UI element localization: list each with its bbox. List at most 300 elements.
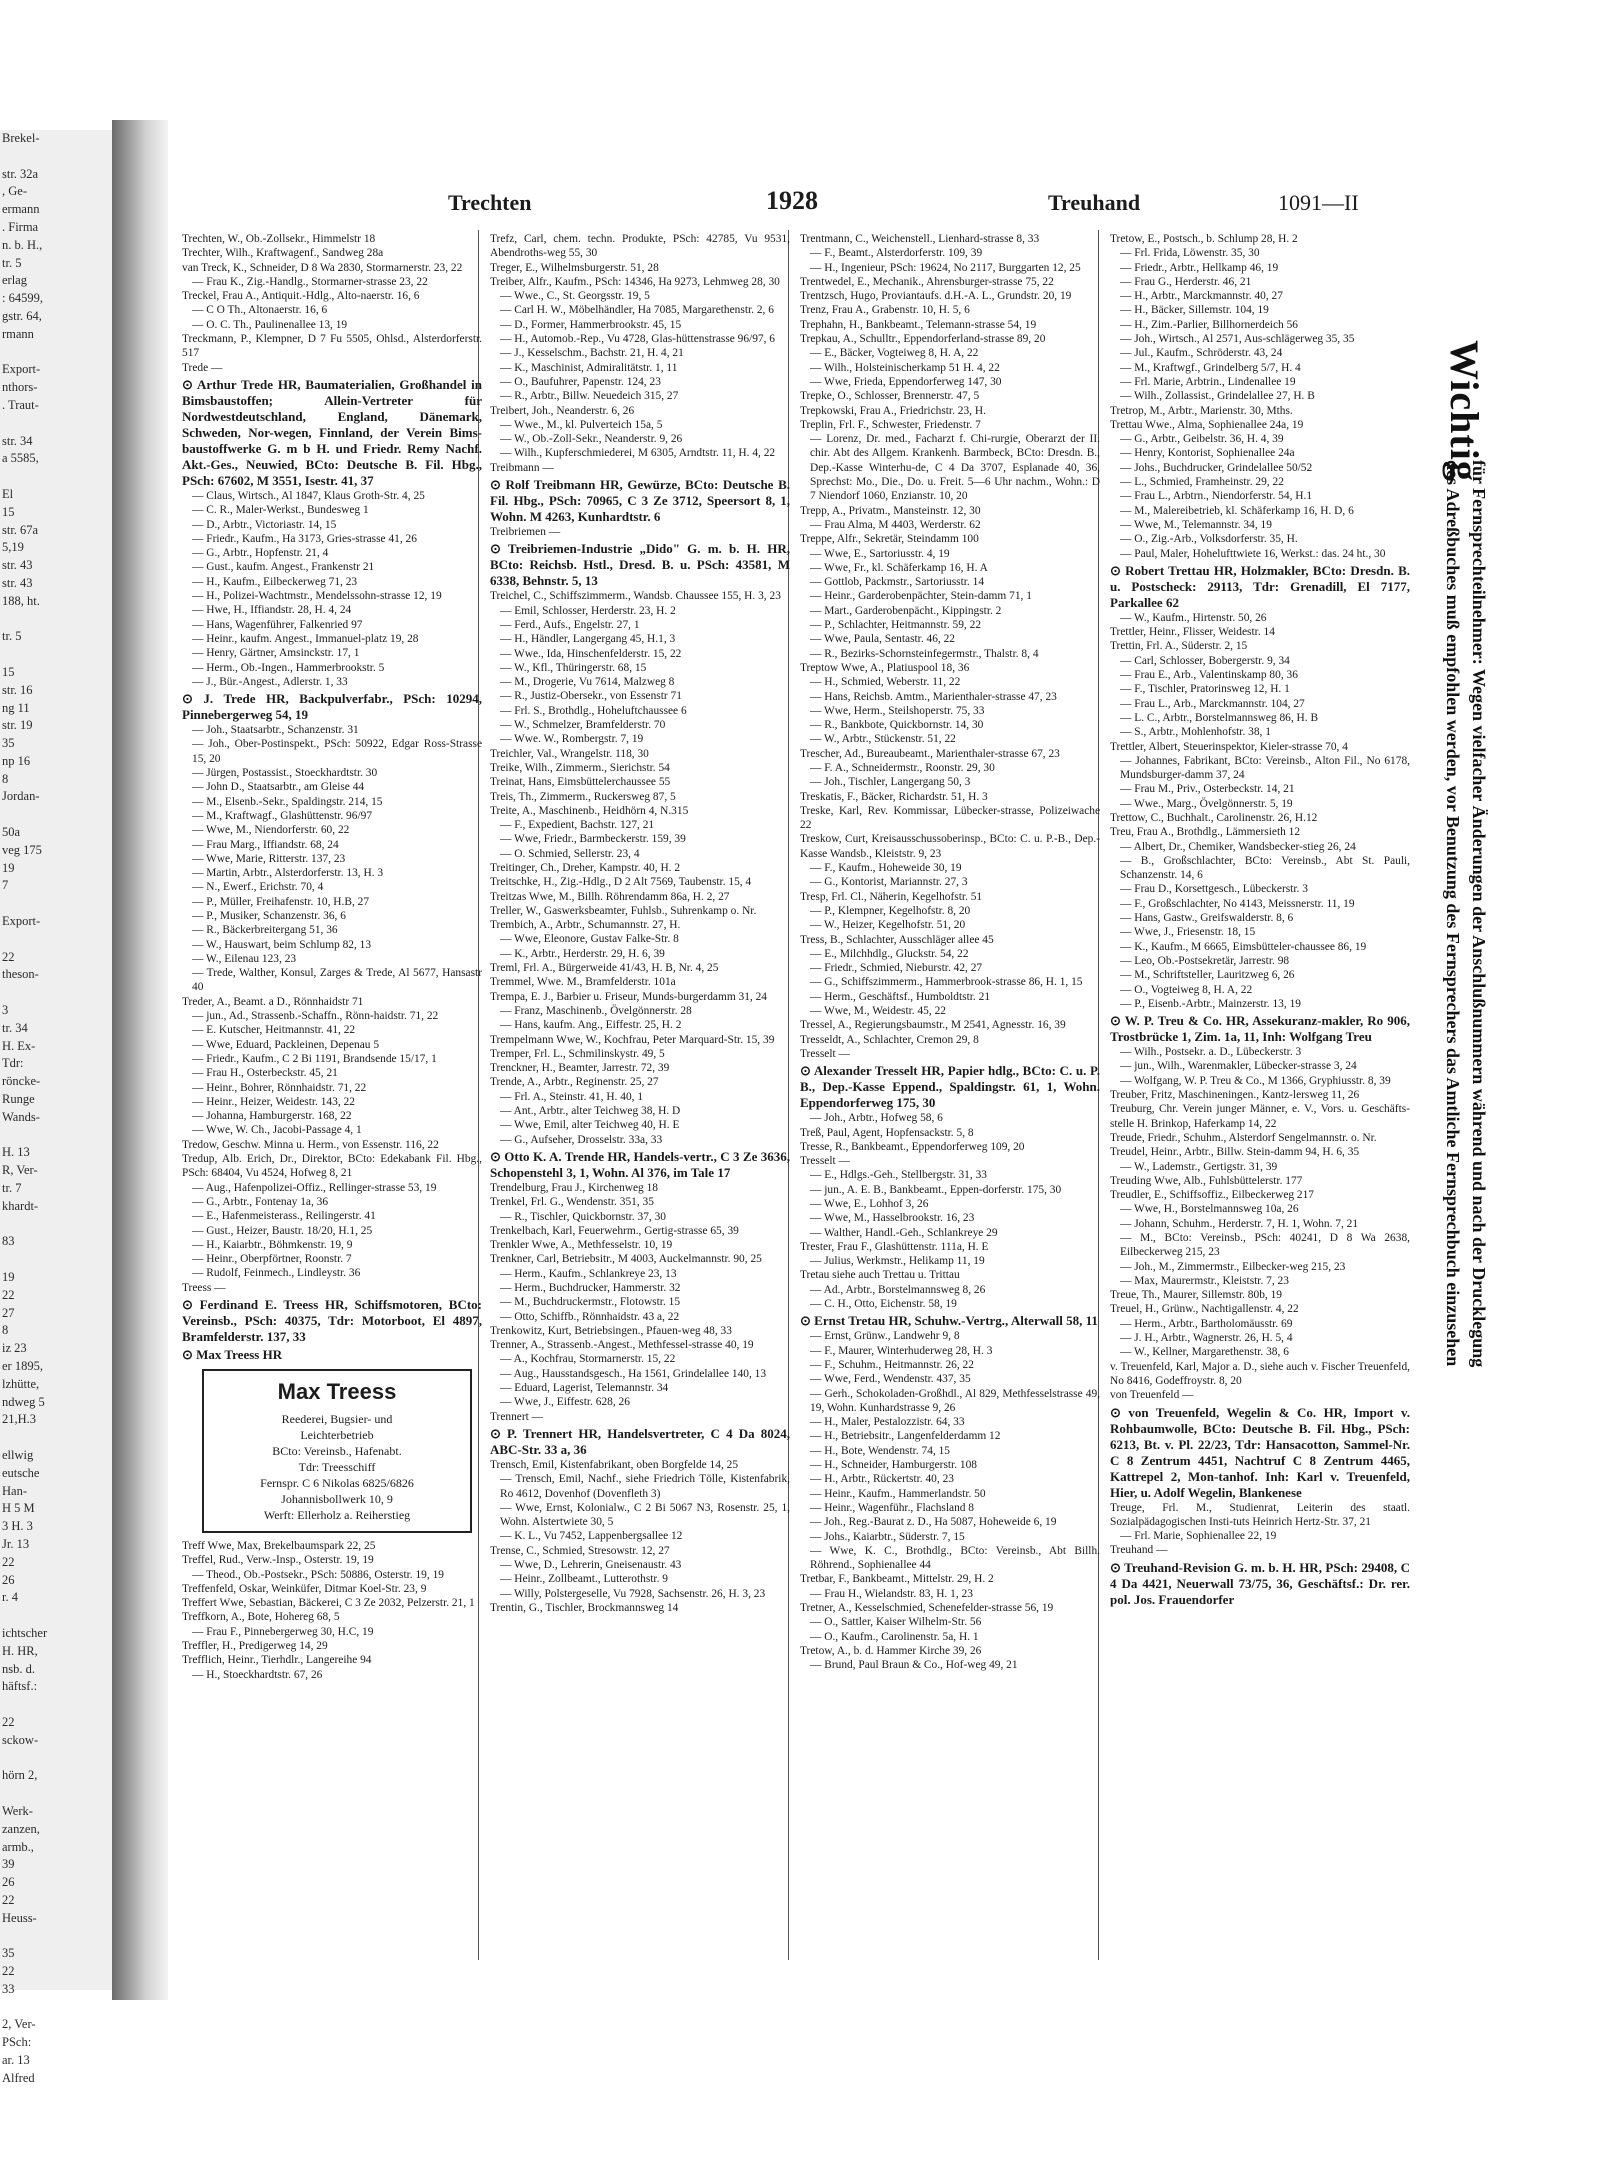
directory-entry: — Joh., Arbtr., Hofweg 58, 6 (810, 1112, 943, 1125)
adjacent-page-fragment: er 1895, (2, 1358, 43, 1373)
directory-entry: — W., Eilenau 123, 23 (192, 952, 297, 965)
firm-entry: ⊙ Robert Trettau HR, Holzmakler, BCto: Dresdn. B. u. Postscheck: 29113, Tdr: Grenadill, El 7177, Parkallee 62 (1110, 562, 1410, 610)
directory-entry: — L. C., Arbtr., Borstelmannsweg 86, H. B (1120, 711, 1319, 724)
directory-entry: — Joh., Wirtsch., Al 2571, Aus-schlägerweg 35, 35 (1120, 333, 1355, 346)
directory-entry: — C. H., Otto, Eichenstr. 58, 19 (810, 1298, 957, 1311)
directory-entry: — Heinr., Oberpförtner, Roonstr. 7 (192, 1253, 352, 1266)
directory-entry: Treiber, Alfr., Kaufm., PSch: 14346, Ha 9273, Lehmweg 28, 30 (490, 275, 780, 288)
directory-entry: — Brund, Paul Braun & Co., Hof-weg 49, 21 (810, 1659, 1018, 1672)
directory-entry: — M., Buchdruckermstr., Flotowstr. 15 (500, 1296, 681, 1309)
directory-entry: Trensch, Emil, Kistenfabrikant, oben Borgfelde 14, 25 (490, 1458, 739, 1471)
directory-entry: — Otto, Schiffb., Rönnhaidstr. 43 a, 22 (500, 1310, 680, 1323)
directory-entry: — Frau G., Herderstr. 46, 21 (1120, 275, 1252, 288)
adjacent-page-fragment: Brekel- (2, 131, 40, 145)
directory-entry: von Treuenfeld — (1110, 1389, 1194, 1402)
directory-entry: Treuding Wwe, Alb., Fuhlsbüttelerstr. 177 (1110, 1174, 1303, 1187)
header-last-entry: Treuhand (1048, 190, 1141, 215)
directory-entry: — F., Expedient, Bachstr. 127, 21 (500, 819, 655, 832)
directory-entry: Tresselt — (800, 1155, 850, 1168)
directory-entry: — S., Arbtr., Mohlenhofstr. 38, 1 (1120, 726, 1271, 739)
directory-entry: — Wwe, Fr., kl. Schäferkamp 16, H. A (810, 561, 988, 574)
directory-entry: — Gottlob, Packmstr., Sartoriusstr. 14 (810, 576, 985, 589)
ad-line: Johannisbollwerk 10, 9 (281, 1492, 393, 1506)
directory-entry: Tressel, A., Regierungsbaumstr., M 2541, Agnesstr. 16, 39 (800, 1019, 1066, 1032)
directory-entry: — R., Bäckerbreitergang 51, 36 (192, 924, 338, 937)
directory-entry: — K., Kaufm., M 6665, Eimsbütteler-chaussee 86, 19 (1120, 940, 1367, 953)
directory-entry: Trephahn, H., Bankbeamt., Telemann-strasse 54, 19 (800, 318, 1037, 331)
directory-entry: — M., Kraftwagf., Glashüttenstr. 96/97 (192, 809, 373, 822)
adjacent-page-fragment: 22 (2, 1554, 15, 1569)
adjacent-page-fragment: tr. 7 (2, 1181, 22, 1196)
directory-entry: — G., Kontorist, Mariannstr. 27, 3 (810, 876, 968, 889)
directory-entry: Treuber, Fritz, Maschineningen., Kantz-lersweg 11, 26 (1110, 1089, 1360, 1102)
directory-entry: Trettow, C., Buchhalt., Carolinenstr. 26, H.12 (1110, 811, 1318, 824)
directory-entry: — N., Ewerf., Erichstr. 70, 4 (192, 881, 324, 894)
directory-entry: — K. L., Vu 7452, Lappenbergsallee 12 (500, 1530, 683, 1543)
directory-entry: Trenkler Wwe, A., Methfesselstr. 10, 19 (490, 1239, 673, 1252)
adjacent-page-fragment: hörn 2, (2, 1768, 38, 1783)
directory-entry: — Frl. Marie, Arbtrin., Lindenallee 19 (1120, 375, 1296, 388)
directory-entry: — Albert, Dr., Chemiker, Wandsbecker-stieg 26, 24 (1120, 840, 1356, 853)
directory-entry: — G., Arbtr., Fontenay 1a, 36 (192, 1195, 329, 1208)
directory-entry: Trester, Frau F., Glashüttenstr. 111a, H. E (800, 1240, 989, 1253)
directory-entry: — O., Sattler, Kaiser Wilhelm-Str. 56 (810, 1616, 982, 1629)
directory-entry: — Wwe, Eduard, Packleinen, Depenau 5 (192, 1038, 380, 1051)
adjacent-page-fragment: PSch: (2, 2035, 32, 2050)
directory-entry: Trenz, Frau A., Grabenstr. 10, H. 5, 6 (800, 304, 970, 317)
directory-entry: — R., Justiz-Obersekr., von Essenstr 71 (500, 690, 682, 703)
directory-entry: — Joh., Ober-Postinspekt., PSch: 50922, Edgar Ross-Strasse 15, 20 (192, 738, 482, 765)
adjacent-page-fragment: gstr. 64, (2, 308, 42, 323)
directory-entry: — B., Großschlachter, BCto: Vereinsb., Abt St. Pauli, Schanzenstr. 14, 6 (1120, 854, 1410, 882)
firm-entry: ⊙ Alexander Tresselt HR, Papier hdlg., BCto: C. u. P. B., Dep.-Kasse Eppend., Spaldingstr. 61, 1, Wohn. Eppendorferweg 175, 30 (800, 1063, 1100, 1111)
directory-entry: — Wwe., Ida, Hinschenfelderstr. 15, 22 (500, 647, 682, 660)
directory-entry: Treis, Th., Zimmerm., Ruckersweg 87, 5 (490, 790, 676, 803)
adjacent-page-fragment: Jr. 13 (2, 1536, 30, 1551)
directory-entry: Trentzsch, Hugo, Proviantaufs. d.H.-A. L., Grundstr. 20, 19 (800, 290, 1072, 303)
adjacent-page-fragment: theson- (2, 967, 39, 982)
directory-entry: Treplin, Frl. F., Schwester, Friedenstr. 7 (800, 418, 981, 431)
directory-entry: Treß, Paul, Agent, Hopfensackstr. 5, 8 (800, 1126, 974, 1139)
adjacent-page-fragment: n. b. H., (2, 237, 43, 252)
ad-line: Werft: Ellerholz a. Reiherstieg (263, 1508, 411, 1522)
adjacent-page-fragment: str. 16 (2, 682, 33, 697)
directory-entry: Treudel, Heinr., Arbtr., Billw. Stein-damm 94, H. 6, 35 (1110, 1146, 1360, 1159)
directory-entry: — Frau L., Arb., Marckmannstr. 104, 27 (1120, 697, 1305, 710)
adjacent-page-fragment: 26 (2, 1875, 15, 1890)
directory-entry: — F., Kaufm., Hoheweide 30, 19 (810, 862, 962, 875)
directory-entry: — O., Baufuhrer, Papenstr. 124, 23 (500, 375, 661, 388)
adjacent-page-fragment: Wands- (2, 1109, 40, 1124)
directory-entry: — Mart., Garderobenpächt., Kippingstr. 2 (810, 604, 1002, 617)
adjacent-page-fragment: ichtscher (2, 1625, 48, 1640)
adjacent-page-fragment (0, 895, 112, 913)
directory-entry: — F., Großschlachter, No 4143, Meissnerstr. 11, 19 (1120, 897, 1355, 910)
directory-entry: Treite, A., Maschinenb., Heidhörn 4, N.315 (490, 804, 689, 817)
directory-entry: — D., Arbtr., Victoriastr. 14, 15 (192, 518, 337, 531)
ad-title: Max Treess (277, 1379, 397, 1404)
directory-entry: — H., Stoeckhardtstr. 67, 26 (192, 1668, 323, 1681)
directory-entry: Treller, W., Gaswerksbeamter, Fuhlsb., Suhrenkamp o. Nr. (490, 904, 757, 917)
adjacent-page-fragment: Jordan- (2, 789, 40, 804)
directory-entry: — Wwe, Marie, Ritterstr. 137, 23 (192, 852, 346, 865)
adjacent-page-fragment: ermann (2, 202, 40, 217)
directory-entry: — Friedr., Kaufm., Ha 3173, Gries-strasse 41, 26 (192, 532, 417, 545)
directory-entry: — Wwe., C., St. Georgsstr. 19, 5 (500, 290, 650, 303)
directory-entry: — Frau H., Osterbeckstr. 45, 21 (192, 1067, 338, 1080)
directory-entry: — Wwe, Eleonore, Gustav Falke-Str. 8 (500, 933, 679, 946)
directory-entry: — R., Bankbote, Quickbornstr. 14, 30 (810, 719, 984, 732)
adjacent-page-fragment: str. 34 (2, 433, 33, 448)
directory-entry: Tretau siehe auch Trettau u. Trittau (800, 1269, 960, 1282)
directory-entry: Treitinger, Ch., Dreher, Kampstr. 40, H. 2 (490, 861, 681, 874)
directory-entry: Tress, B., Schlachter, Ausschläger allee 45 (800, 933, 994, 946)
directory-entry: — G., Arbtr., Hopfenstr. 21, 4 (192, 547, 329, 560)
directory-entry: Trettin, Frl. A., Süderstr. 2, 15 (1110, 640, 1248, 653)
adjacent-page-fragment: 35 (2, 1946, 15, 1961)
directory-entry: — Wwe, Emil, alter Teichweg 40, H. E (500, 1119, 680, 1132)
directory-entry: Treckmann, P., Klempner, D 7 Fu 5505, Ohlsd., Alsterdorferstr. 517 (182, 333, 482, 360)
adjacent-page-fragment: 19 (2, 860, 15, 875)
adjacent-page-fragment: a 5585, (2, 451, 39, 466)
directory-entry: — Jürgen, Postassist., Stoeckhardtstr. 30 (192, 767, 378, 780)
directory-entry: — Wilh., Holsteinischerkamp 51 H. 4, 22 (810, 361, 1000, 374)
adjacent-page-fragment: H. Ex- (2, 1038, 36, 1053)
directory-entry: Trechten, W., Ob.-Zollsekr., Himmelstr 18 (182, 233, 376, 245)
adjacent-page-fragment (0, 468, 112, 486)
directory-entry: Treffert Wwe, Sebastian, Bäckerei, C 3 Ze 2032, Pelzerstr. 21, 1 (182, 1597, 475, 1610)
adjacent-page-fragment: str. 43 (2, 575, 33, 590)
directory-entry: — H., Ingenieur, PSch: 19624, No 2117, Burggarten 12, 25 (810, 261, 1081, 274)
adjacent-page-fragment: veg 175 (2, 842, 42, 857)
directory-entry: — Johanna, Hamburgerstr. 168, 22 (192, 1110, 352, 1123)
directory-entry: — M., BCto: Vereinsb., PSch: 40241, D 8 Wa 2638, Eilbeckerweg 215, 23 (1120, 1232, 1410, 1259)
adjacent-page-fragment: H 5 M (2, 1501, 35, 1516)
directory-entry: — Max, Maurermstr., Kleiststr. 7, 23 (1120, 1274, 1289, 1287)
directory-entry: — H., Arbtr., Marckmannstr. 40, 27 (1120, 290, 1283, 303)
adjacent-page-fragment: H. 13 (2, 1145, 30, 1160)
adjacent-page-fragment: nsb. d. (2, 1661, 35, 1676)
adjacent-page-fragment (0, 1785, 112, 1803)
adjacent-page-fragment: Alfred (2, 2070, 35, 2085)
directory-entry: Trendelburg, Frau J., Kirchenweg 18 (490, 1181, 658, 1194)
adjacent-page-fragment: 3 H. 3 (2, 1519, 33, 1534)
directory-entry: Trentin, G., Tischler, Brockmannsweg 14 (490, 1601, 679, 1614)
adjacent-page-fragment: rmann (2, 326, 34, 341)
directory-entry: — Wwe, D., Lehrerin, Gneisenaustr. 43 (500, 1559, 682, 1572)
directory-entry: Tretrop, M., Arbtr., Marienstr. 30, Mths. (1110, 404, 1293, 417)
directory-entry: Tretow, E., Postsch., b. Schlump 28, H. 2 (1110, 233, 1298, 245)
adjacent-page-fragment: 21,H.3 (2, 1412, 37, 1427)
firm-entry: ⊙ Ferdinand E. Treess HR, Schiffsmotoren, BCto: Vereinsb., PSch: 40375, Tdr: Motorboot, El 4897, Bramfelderstr. 137, 33 (182, 1297, 482, 1344)
directory-entry: — Aug., Hausstandsgesch., Ha 1561, Grindelallee 140, 13 (500, 1367, 767, 1380)
directory-entry: — O., Vogteiweg 8, H. A, 22 (1120, 983, 1253, 996)
firm-entry: ⊙ J. Trede HR, Backpulverfabr., PSch: 10294, Pinnebergerweg 54, 19 (182, 691, 482, 723)
directory-entry: — Trensch, Emil, Nachf., siehe Friedrich Tölle, Kistenfabrik, Ro 4612, Dovenhof (Dovenfleth 3) (500, 1473, 790, 1500)
directory-entry: — Wwe, Ernst, Kolonialw., C 2 Bi 5067 N3, Rosenstr. 25, 1, Wohn. Alstertwiete 30, 5 (500, 1501, 790, 1529)
adjacent-page-fragment: , Ge- (2, 184, 27, 199)
directory-entry: — Theod., Ob.-Postsekr., PSch: 50886, Osterstr. 19, 19 (192, 1568, 444, 1581)
adjacent-page-fragment: tr. 5 (2, 629, 22, 644)
directory-entry: — Frl. S., Brothdlg., Hoheluftchaussee 6 (500, 704, 687, 717)
adjacent-page-fragment (0, 1429, 112, 1447)
page-gutter-shadow (112, 120, 168, 2000)
directory-entry: — Hwe, H., Iffiandstr. 28, H. 4, 24 (192, 604, 352, 617)
directory-entry: — Frl. Frida, Löwenstr. 35, 30 (1120, 247, 1260, 260)
directory-entry: Trembich, A., Arbtr., Schumannstr. 27, H. (490, 919, 681, 932)
directory-entry: Treess — (182, 1281, 226, 1294)
directory-entry: — Wwe, Ferd., Wendenstr. 437, 35 (810, 1373, 971, 1386)
directory-entry: — W., Kellner, Margarethenstr. 38, 6 (1120, 1346, 1289, 1359)
adjacent-page-fragment: lzhütte, (2, 1376, 40, 1391)
directory-entry: — Friedr., Schmied, Nieburstr. 42, 27 (810, 962, 983, 975)
ad-line: BCto: Vereinsb., Hafenabt. (272, 1444, 402, 1458)
directory-entry: Trefflich, Heinr., Tierhdlr., Langereihe 94 (182, 1654, 372, 1667)
directory-entry: Trennert — (490, 1410, 544, 1423)
directory-entry: — Joh., Reg.-Baurat z. D., Ha 5087, Hoheweide 6, 19 (810, 1516, 1057, 1529)
directory-entry: — Friedr., Arbtr., Hellkamp 46, 19 (1120, 261, 1279, 274)
directory-entry: — Hans, Gastw., Greifswalderstr. 8, 6 (1120, 912, 1294, 925)
adjacent-page-fragment (0, 1927, 112, 1945)
adjacent-page-fragment (0, 931, 112, 949)
directory-entry: Trempa, E. J., Barbier u. Friseur, Munds-burgerdamm 31, 24 (490, 990, 768, 1003)
directory-entry: — Ant., Arbtr., alter Teichweg 38, H. D (500, 1105, 681, 1118)
directory-entry: — H., Arbtr., Rückertstr. 40, 23 (810, 1473, 954, 1486)
directory-entry: — Johs., Kaiarbtr., Süderstr. 7, 15 (810, 1530, 965, 1543)
adjacent-page-fragment: röncke- (2, 1074, 41, 1089)
adjacent-page-fragment: Han- (2, 1483, 27, 1498)
directory-entry: — J. H., Arbtr., Wagnerstr. 26, H. 5, 4 (1120, 1332, 1293, 1345)
directory-entry: Tresse, R., Bankbeamt., Eppendorferweg 109, 20 (800, 1140, 1025, 1153)
directory-entry: — E., Bäcker, Vogteiweg 8, H. A, 22 (810, 347, 979, 360)
directory-entry: — M., Drogerie, Vu 7614, Malzweg 8 (500, 676, 675, 689)
directory-entry: — Wwe, M., Telemannstr. 34, 19 (1120, 518, 1272, 531)
directory-entry: — Ernst, Grünw., Landwehr 9, 8 (810, 1330, 960, 1343)
ad-line: Reederei, Bugsier- und (281, 1412, 393, 1426)
adjacent-page-fragment: ellwig (2, 1447, 34, 1462)
adjacent-page-fragment: armb., (2, 1839, 34, 1854)
directory-entry: Trenkner, Carl, Betriebsitr., M 4003, Auckelmannstr. 90, 25 (490, 1253, 762, 1266)
directory-entry: Treuge, Frl. M., Studienrat, Leiterin des staatl. Sozialpädagogischen Insti-tuts Heinrich Hertz-Str. 37, 21 (1110, 1501, 1410, 1528)
directory-entry: — Emil, Schlosser, Herderstr. 23, H. 2 (500, 604, 676, 617)
ad-line: Leichterbetrieb (300, 1428, 374, 1442)
directory-entry: — Wwe., Marg., Övelgönnerstr. 5, 19 (1120, 797, 1293, 810)
directory-entry: — F. A., Schneidermstr., Roonstr. 29, 30 (810, 761, 995, 774)
adjacent-page-fragment: zanzen, (2, 1821, 40, 1836)
adjacent-page-fragment: sckow- (2, 1732, 39, 1747)
directory-entry: Tretow, A., b. d. Hammer Kirche 39, 26 (800, 1644, 982, 1657)
directory-entry: Treude, Friedr., Schuhm., Alsterdorf Sengelmannstr. o. Nr. (1110, 1131, 1377, 1144)
directory-entry: — H., Händler, Langergang 45, H.1, 3 (500, 633, 676, 646)
directory-entry: — M., Kraftwgf., Grindelberg 5/7, H. 4 (1120, 361, 1301, 374)
directory-entry: — Paul, Maler, Hohelufttwiete 16, Werkst.: das. 24 ht., 30 (1120, 547, 1386, 560)
adjacent-page-fragment: Export- (2, 362, 41, 377)
directory-entry: — C. R., Maler-Werkst., Bundesweg 1 (192, 504, 369, 517)
directory-entry: — P., Müller, Freihafenstr. 10, H.B, 27 (192, 895, 370, 908)
directory-entry: — O., Zig.-Arb., Volksdorferstr. 35, H. (1120, 533, 1298, 546)
directory-entry: — Wilh., Zollassist., Grindelallee 27, H. B (1120, 390, 1315, 403)
directory-entry: — K., Arbtr., Herderstr. 29, H. 6, 39 (500, 947, 665, 960)
directory-entry: — W., Kaufm., Hirtenstr. 50, 26 (1120, 611, 1267, 624)
adjacent-page-fragment: 8 (2, 1323, 9, 1338)
adjacent-page-fragment: . Firma (2, 219, 39, 234)
firm-entry: ⊙ W. P. Treu & Co. HR, Assekuranz-makler, Ro 906, Trostbrücke 1, Zim. 1a, 11, Inh: Wolfgang Treu (1110, 1013, 1410, 1045)
adjacent-page-fragment: 7 (2, 878, 9, 893)
directory-entry: Trede — (182, 361, 223, 374)
adjacent-page-fragment (0, 1251, 112, 1269)
directory-entry: — Heinr., Bohrer, Rönnhaidstr. 71, 22 (192, 1081, 367, 1094)
adjacent-page-fragment (0, 415, 112, 433)
directory-entry: Trense, C., Schmied, Stresowstr. 12, 27 (490, 1544, 670, 1557)
directory-entry: Trechter, Wilh., Kraftwagenf., Sandweg 28a (182, 247, 384, 260)
adjacent-page-fragment: 19 (2, 1270, 15, 1284)
directory-entry: — G., Arbtr., Geibelstr. 36, H. 4, 39 (1120, 433, 1284, 446)
directory-entry: — Frau M., Priv., Osterbeckstr. 14, 21 (1120, 783, 1295, 796)
directory-entry: Trettler, Albert, Steuerinspektor, Kieler-strasse 70, 4 (1110, 740, 1348, 753)
directory-entry: — jun., Ad., Strassenb.-Schaffn., Rönn-haidstr. 71, 22 (192, 1010, 439, 1023)
directory-entry: — H., Bäcker, Sillemstr. 104, 19 (1120, 304, 1269, 317)
firm-entry: ⊙ von Treuenfeld, Wegelin & Co. HR, Import v. Rohbaumwolle, BCto: Deutsche B. Fil. Hbg., PSch: 6213, Bt. v. Pl. 22/23, Tdr: Hansacotton, Sammel-Nr. C 8 Zentrum 4451, Nachtruf C 8 Zentrum 4465, Kattrepel 2, Mon-tanhof. Inh: Karl v. Treuenfeld, Hier, u. Adolf Wegelin, Blankenese (1110, 1404, 1410, 1500)
directory-entry: — Heinr., Zollbeamt., Lutterothstr. 9 (500, 1573, 668, 1586)
directory-entry: Trettler, Heinr., Flisser, Weidestr. 14 (1110, 626, 1275, 639)
adjacent-page-fragment (0, 1696, 112, 1714)
firm-entry: ⊙ Otto K. A. Trende HR, Handels-vertr., C 3 Ze 3636, Schopenstehl 3, 1, Wohn. Al 376, im Tale 17 (490, 1148, 790, 1180)
directory-entry: — Friedr., Kaufm., C 2 Bi 1191, Brandsende 15/17, 1 (192, 1052, 437, 1065)
directory-entry: — F., Maurer, Winterhuderweg 28, H. 3 (810, 1344, 993, 1357)
directory-entry: — F., Beamt., Alsterdorferstr. 109, 39 (810, 247, 983, 260)
directory-column-3 (800, 232, 1100, 1952)
directory-entry: — H., Automob.-Rep., Vu 4728, Glas-hüttenstrasse 96/97, 6 (500, 333, 775, 346)
directory-entry: Treml, Frl. A., Bürgerweide 41/43, H. B, Nr. 4, 25 (490, 962, 719, 975)
directory-entry: — Frau H., Wielandstr. 83, H. 1, 23 (810, 1587, 973, 1600)
firm-entry: ⊙ Max Treess HR (182, 1347, 283, 1362)
directory-entry: Tredow, Geschw. Minna u. Herm., von Essenstr. 116, 22 (182, 1138, 439, 1151)
directory-entry: — H., Betriebsitr., Langenfelderdamm 12 (810, 1430, 1001, 1443)
adjacent-page-fragment: str. 32a (2, 166, 39, 181)
directory-entry: — F., Tischler, Pratorinsweg 12, H. 1 (1120, 683, 1290, 696)
directory-entry: — G., Aufseher, Drosselstr. 33a, 33 (500, 1133, 663, 1146)
adjacent-page-fragment (0, 148, 112, 166)
directory-entry: — H., Kaiarbtr., Böhmkenstr. 19, 9 (192, 1238, 353, 1251)
directory-entry: Treudler, E., Schiffsoffiz., Eilbeckerweg 217 (1110, 1189, 1315, 1202)
directory-entry: Tremmel, Wwe. M., Bramfelderstr. 101a (490, 976, 676, 989)
directory-entry: — G., Schiffszimmerm., Hammerbrook-strasse 86, H. 1, 15 (810, 976, 1083, 989)
directory-column-1 (182, 232, 482, 1952)
directory-entry: — Aug., Hafenpolizei-Offiz., Rellinger-strasse 53, 19 (192, 1181, 437, 1194)
directory-entry: — Martin, Arbtr., Alsterdorferstr. 13, H. 3 (192, 867, 384, 880)
directory-entry: — Wwe, Paula, Sentastr. 46, 22 (810, 633, 956, 646)
adjacent-page-fragment: ng 11 (2, 700, 30, 715)
directory-entry: — Wwe, E., Sartoriusstr. 4, 19 (810, 547, 950, 560)
page-header (168, 186, 1493, 230)
adjacent-page-fragment: H. HR, (2, 1643, 38, 1658)
directory-entry: — P., Klempner, Kegelhofstr. 8, 20 (810, 904, 971, 917)
directory-entry: — Wwe, Frieda, Eppendorferweg 147, 30 (810, 375, 1002, 388)
directory-entry: — Wwe, H., Borstelmannsweg 10a, 26 (1120, 1203, 1299, 1216)
directory-entry: — Julius, Werkmstr., Helikamp 11, 19 (810, 1255, 985, 1268)
directory-entry: — Heinr., Garderobenpächter, Stein-damm 71, 1 (810, 590, 1032, 603)
directory-entry: Treichler, Val., Wrangelstr. 118, 30 (490, 747, 649, 760)
adjacent-page-fragment: 27 (2, 1305, 15, 1320)
directory-entry: — O., Kaufm., Carolinenstr. 5a, H. 1 (810, 1630, 979, 1643)
directory-entry: — Herm., Geschäftsf., Humboldtstr. 21 (810, 990, 991, 1003)
adjacent-page-fragment: r. 4 (2, 1590, 18, 1605)
directory-entry: Treder, A., Beamt. a D., Rönnhaidstr 71 (182, 995, 364, 1008)
directory-entry: — M., Schriftsteller, Lauritzweg 6, 26 (1120, 969, 1295, 982)
directory-entry: — Heinr., kaufm. Angest., Immanuel-platz 19, 28 (192, 632, 419, 645)
adjacent-page-fragment: 26 (2, 1572, 15, 1587)
directory-entry: Treuburg, Chr. Verein junger Männer, e. V., Vors. u. Geschäfts-stelle H. Brinkop, Haferkamp 14, 22 (1110, 1103, 1410, 1130)
directory-entry: — Frl. A., Steinstr. 41, H. 40, 1 (500, 1090, 644, 1103)
directory-entry: — Gerh., Schokoladen-Großhdl., Al 829, Methfesselstrasse 49, 19, Wohn. Kunhardstrasse 9, 26 (810, 1387, 1100, 1414)
directory-entry: — R., Bezirks-Schornsteinfegermstr., Thalstr. 8, 4 (810, 647, 1039, 660)
directory-entry: — Wwe., M., kl. Pulverteich 15a, 5 (500, 418, 663, 431)
directory-entry: — Wolfgang, W. P. Treu & Co., M 1366, Gryphiusstr. 8, 39 (1120, 1074, 1391, 1087)
directory-entry: Treibert, Joh., Neanderstr. 6, 26 (490, 404, 635, 417)
directory-entry: Treitzas Wwe, M., Billh. Röhrendamm 86a, H. 2, 27 (490, 890, 730, 903)
directory-entry: — H., Kaufm., Eilbeckerweg 71, 23 (192, 575, 358, 588)
directory-entry: — Henry, Kontorist, Sophienallee 24a (1120, 447, 1295, 460)
adjacent-page-fragment (0, 344, 112, 362)
directory-entry: — Carl, Schlosser, Bobergerstr. 9, 34 (1120, 654, 1290, 667)
directory-entry: — jun., Wilh., Warenmakler, Lübecker-strasse 3, 24 (1120, 1060, 1357, 1073)
directory-entry: Treibriemen — (490, 526, 561, 539)
directory-entry: — F., Schuhm., Heitmannstr. 26, 22 (810, 1358, 974, 1371)
directory-entry: — Herm., Buchdrucker, Hammerstr. 32 (500, 1282, 681, 1294)
adjacent-page-fragment (0, 1750, 112, 1768)
directory-entry: — Wwe, M., Hasselbrookstr. 16, 23 (810, 1212, 975, 1225)
adjacent-page-fragment (0, 1607, 112, 1625)
directory-entry: Trepp, A., Privatm., Mansteinstr. 12, 30 (800, 504, 981, 517)
directory-entry: Tresselt — (800, 1047, 850, 1060)
directory-entry: — Wwe, J., Friesenstr. 18, 15 (1120, 926, 1256, 939)
adjacent-page-fragment (0, 984, 112, 1002)
directory-entry: Trenkel, Frl. G., Wendenstr. 351, 35 (490, 1196, 654, 1209)
adjacent-page-fragment: 188, ht. (2, 593, 40, 608)
directory-entry: — Wwe, Friedr., Barmbeckerstr. 159, 39 (500, 833, 686, 846)
directory-entry: — A., Kochfrau, Stormarnerstr. 15, 22 (500, 1353, 676, 1366)
directory-entry: — W., Kfl., Thüringerstr. 68, 15 (500, 661, 647, 674)
directory-entry: — J., Bür.-Angest., Adlerstr. 1, 33 (192, 675, 348, 688)
adjacent-page-fragment: tr. 5 (2, 255, 22, 270)
directory-entry: Treckel, Frau A., Antiquit.-Hdlg., Alto-naerstr. 16, 6 (182, 290, 420, 303)
adjacent-page-fragment: np 16 (2, 753, 31, 768)
adjacent-page-fragment: 35 (2, 736, 15, 751)
directory-entry: — Gust., Heizer, Baustr. 18/20, H.1, 25 (192, 1224, 373, 1237)
adjacent-page-fragment: 22 (2, 1287, 15, 1302)
directory-entry: — Wilh., Postsekr. a. D., Lübeckerstr. 3 (1120, 1046, 1302, 1059)
directory-entry: — Jul., Kaufm., Schröderstr. 43, 24 (1120, 347, 1283, 360)
adjacent-page-fragment: eutsche (2, 1465, 40, 1480)
directory-entry: — Ferd., Aufs., Engelstr. 27, 1 (500, 618, 640, 631)
directory-entry: Treff Wwe, Max, Brekelbaumspark 22, 25 (182, 1540, 376, 1552)
directory-entry: Treffler, H., Predigerweg 14, 29 (182, 1640, 328, 1653)
directory-entry: — Rudolf, Feinmech., Lindleystr. 36 (192, 1267, 361, 1280)
directory-entry: Treu, Frau A., Brothdlg., Lämmersieth 12 (1110, 826, 1301, 839)
notice-headline: Wichtig (1442, 340, 1487, 482)
directory-entry: — R., Arbtr., Billw. Neuedeich 315, 27 (500, 390, 679, 403)
directory-entry: Tretbar, F., Bankbeamt., Mittelstr. 29, H. 2 (800, 1573, 994, 1586)
directory-entry: Tremper, Frl. L., Schmilinskystr. 49, 5 (490, 1047, 665, 1060)
directory-entry: — Wwe, W. Ch., Jacobi-Passage 4, 1 (192, 1124, 362, 1137)
directory-entry: — jun., A. E. B., Bankbeamt., Eppen-dorferstr. 175, 30 (810, 1183, 1062, 1196)
directory-entry: — P., Eisenb.-Arbtr., Mainzerstr. 13, 19 (1120, 997, 1301, 1010)
directory-entry: — Heinr., Wagenführ., Flachsland 8 (810, 1501, 975, 1514)
directory-entry: — W., Heizer, Kegelhofstr. 51, 20 (810, 919, 966, 932)
directory-entry: — P., Musiker, Schanzenstr. 36, 6 (192, 909, 346, 922)
adjacent-page-fragment (0, 611, 112, 629)
directory-entry: — Henry, Gärtner, Amsinckstr. 17, 1 (192, 647, 360, 660)
